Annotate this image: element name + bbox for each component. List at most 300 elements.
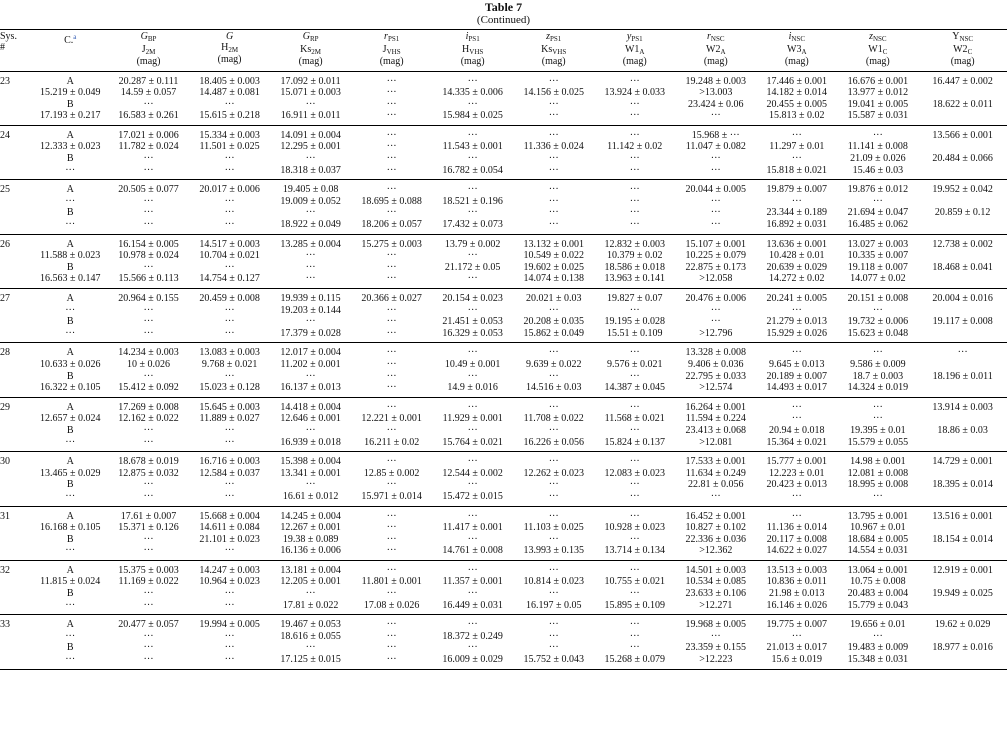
table-cell: 9.639 ± 0.022: [525, 358, 582, 370]
table-cell: ···: [386, 153, 397, 165]
table-cell: 16.892 ± 0.031: [766, 219, 828, 231]
system-number: [0, 359, 32, 371]
table-cell: 21.279 ± 0.013: [766, 316, 828, 328]
table-cell: 12.657 ± 0.024: [39, 413, 101, 425]
table-cell: 19.248 ± 0.003: [685, 75, 747, 87]
system-number: [0, 99, 32, 111]
table-cell: 14.234 ± 0.003: [118, 347, 179, 359]
table-cell: 14.272 ± 0.02: [769, 273, 825, 285]
table-cell: ···: [710, 195, 721, 207]
table-cell: 14.182 ± 0.014: [766, 87, 828, 99]
table-cell: >12.271: [699, 599, 733, 611]
table-cell: ···: [224, 490, 235, 502]
table-row: [0, 250, 1007, 262]
table-cell: 23.344 ± 0.189: [766, 207, 828, 219]
table-cell: ···: [467, 619, 478, 631]
photometry-table: [0, 29, 1007, 670]
table-cell: ···: [224, 195, 235, 207]
table-cell: 11.357 ± 0.001: [442, 576, 503, 588]
table-cell: 19.041 ± 0.005: [847, 98, 909, 110]
column-header: [108, 30, 189, 72]
table-cell: 16.61 ± 0.012: [282, 490, 339, 502]
table-cell: ···: [629, 75, 640, 87]
system-number: 32: [0, 564, 10, 576]
table-cell: 15.862 ± 0.049: [523, 327, 584, 339]
table-cell: ···: [386, 456, 397, 468]
table-cell: ···: [143, 261, 154, 273]
column-header-line2: $W1_C$: [868, 43, 888, 56]
table-cell: 15.023 ± 0.128: [199, 382, 260, 394]
table-cell: ···: [305, 207, 316, 219]
table-row: [0, 125, 1007, 141]
table-cell: 15.615 ± 0.218: [199, 110, 260, 122]
table-cell: 11.501 ± 0.025: [199, 141, 260, 153]
table-cell: 10.814 ± 0.023: [523, 576, 584, 588]
table-cell: 12.295 ± 0.001: [280, 141, 341, 153]
table-cell: ···: [386, 129, 397, 141]
table-cell: 16.716 ± 0.003: [199, 456, 260, 468]
column-header: [918, 30, 1007, 72]
system-number: 27: [0, 293, 10, 304]
system-number: [0, 588, 32, 600]
column-header-line1: $Y_{NSC}$: [952, 31, 974, 43]
table-row: [0, 642, 1007, 654]
table-row: [0, 468, 1007, 480]
column-header-line1: $i_{PS1}$: [465, 31, 480, 43]
table-cell: ···: [224, 207, 235, 219]
table-cell: 13.181 ± 0.004: [280, 564, 341, 576]
table-cell: ···: [143, 316, 154, 328]
table-cell: ···: [467, 75, 478, 87]
system-number: [0, 545, 32, 560]
table-cell: [918, 413, 1007, 425]
table-cell: ···: [791, 129, 802, 141]
column-header-line2: $W2_A$: [706, 43, 726, 56]
table-cell: 14.247 ± 0.003: [199, 564, 260, 576]
table-cell: 19.952 ± 0.042: [932, 184, 993, 196]
table-cell: 15.107 ± 0.001: [685, 238, 747, 250]
table-cell: 20.859 ± 0.12: [934, 207, 991, 219]
column-header: [675, 30, 756, 72]
table-cell: 9.586 ± 0.009: [850, 358, 906, 370]
table-cell: ···: [386, 401, 397, 413]
table-cell: ···: [224, 588, 235, 600]
table-cell: 20.017 ± 0.006: [199, 184, 260, 196]
table-cell: ···: [548, 110, 559, 122]
table-cell: 11.297 ± 0.01: [769, 141, 825, 153]
table-cell: [918, 522, 1007, 534]
table-cell: ···: [65, 219, 76, 231]
system-number: [0, 371, 32, 383]
system-number: [0, 165, 32, 180]
system-number: [0, 576, 32, 588]
table-cell: ···: [629, 164, 640, 176]
table-cell: ···: [791, 347, 802, 359]
column-unit: (mag): [622, 56, 647, 67]
table-cell: [918, 110, 1007, 125]
table-cell: 12.221 ± 0.001: [361, 413, 422, 425]
table-cell: 9.576 ± 0.021: [606, 358, 663, 370]
table-cell: B: [66, 370, 74, 382]
table-cell: ···: [548, 195, 559, 207]
table-cell: [918, 654, 1007, 669]
table-cell: ···: [65, 654, 76, 666]
table-cell: 16.485 ± 0.062: [847, 219, 909, 231]
table-cell: 15.623 ± 0.048: [847, 327, 909, 339]
table-cell: ···: [386, 479, 397, 491]
table-cell: 11.103 ± 0.025: [523, 522, 584, 534]
table-cell: ···: [467, 479, 478, 491]
column-header-line1: $i_{NSC}$: [788, 31, 805, 43]
table-cell: 21.98 ± 0.013: [769, 588, 825, 600]
table-cell: ···: [791, 490, 802, 502]
table-cell: [918, 600, 1007, 615]
table-row: [0, 576, 1007, 588]
table-cell: 21.451 ± 0.053: [442, 316, 503, 328]
table-cell: ···: [65, 630, 76, 642]
table-cell: 16.939 ± 0.018: [280, 436, 341, 448]
table-cell: 11.202 ± 0.001: [280, 358, 341, 370]
table-cell: 20.964 ± 0.155: [118, 293, 179, 304]
table-cell: ···: [143, 490, 154, 502]
table-cell: B: [66, 424, 74, 436]
table-cell: ···: [629, 533, 640, 545]
table-cell: [918, 468, 1007, 480]
table-cell: A: [66, 401, 74, 413]
system-number: [0, 273, 32, 288]
table-cell: 10.335 ± 0.007: [847, 250, 909, 262]
table-cell: 19.775 ± 0.007: [766, 619, 828, 631]
table-cell: 10.75 ± 0.008: [850, 576, 906, 588]
table-cell: 11.889 ± 0.027: [199, 413, 260, 425]
table-cell: ···: [548, 304, 559, 316]
table-cell: ···: [791, 413, 802, 425]
table-cell: 19.118 ± 0.007: [847, 261, 908, 273]
table-cell: 19.405 ± 0.08: [282, 184, 339, 196]
column-unit: (mag): [460, 56, 485, 67]
table-cell: 15.587 ± 0.031: [847, 110, 909, 122]
column-unit: (mag): [298, 56, 323, 67]
table-cell: ···: [386, 98, 397, 110]
column-header-line2: $H_{VHS}$: [462, 43, 484, 56]
system-number: 28: [0, 347, 10, 359]
table-cell: 22.81 ± 0.056: [688, 479, 744, 491]
column-header-line1: $z_{NSC}$: [869, 31, 887, 43]
table-cell: 20.021 ± 0.03: [525, 293, 582, 304]
table-cell: 10.836 ± 0.011: [766, 576, 827, 588]
table-cell: 15.364 ± 0.021: [766, 436, 828, 448]
table-cell: >12.362: [699, 545, 733, 557]
system-number: [0, 468, 32, 480]
table-cell: ···: [629, 642, 640, 654]
table-row: [0, 452, 1007, 468]
system-number: [0, 479, 32, 491]
table-cell: ···: [629, 490, 640, 502]
table-row: [0, 165, 1007, 180]
table-cell: 13.924 ± 0.033: [604, 87, 665, 99]
column-unit: (mag): [865, 56, 890, 67]
table-cell: ···: [143, 533, 154, 545]
table-cell: ···: [65, 164, 76, 176]
table-cell: ···: [791, 195, 802, 207]
table-cell: ···: [791, 304, 802, 316]
table-cell: 12.205 ± 0.001: [280, 576, 341, 588]
table-cell: 19.656 ± 0.01: [850, 619, 906, 631]
table-row: [0, 99, 1007, 111]
table-cell: ···: [224, 98, 235, 110]
table-cell: 15.566 ± 0.113: [118, 273, 179, 285]
table-cell: ···: [386, 261, 397, 273]
table-cell: 16.676 ± 0.001: [847, 75, 909, 87]
table-cell: ···: [548, 479, 559, 491]
column-header-line2: $W2_C$: [953, 43, 973, 56]
table-cell: 13.79 ± 0.002: [444, 238, 501, 250]
table-cell: 15.371 ± 0.126: [118, 522, 179, 534]
table-cell: 15.895 ± 0.109: [604, 599, 665, 611]
table-cell: ···: [143, 219, 154, 231]
system-group: [0, 343, 1007, 397]
table-row: [0, 437, 1007, 452]
table-cell: ···: [65, 327, 76, 339]
table-cell: 14.611 ± 0.084: [199, 522, 260, 534]
table-cell: 11.634 ± 0.249: [685, 467, 746, 479]
table-cell: ···: [143, 327, 154, 339]
table-cell: ···: [386, 510, 397, 522]
system-group: [0, 71, 1007, 125]
table-cell: 12.85 ± 0.002: [363, 467, 420, 479]
table-cell: 14.091 ± 0.004: [280, 129, 341, 141]
table-cell: ···: [305, 261, 316, 273]
column-header-line1: $z_{PS1}$: [546, 31, 562, 43]
table-cell: ···: [629, 195, 640, 207]
table-cell: ···: [143, 370, 154, 382]
table-cell: 12.083 ± 0.023: [604, 467, 665, 479]
table-cell: ···: [467, 98, 478, 110]
table-row: [0, 371, 1007, 383]
table-cell: [918, 273, 1007, 288]
table-cell: ···: [467, 129, 478, 141]
table-cell: 12.333 ± 0.023: [39, 141, 101, 153]
table-subtitle: (Continued): [476, 14, 531, 26]
table-cell: ···: [386, 347, 397, 359]
table-cell: A: [66, 456, 74, 468]
table-cell: ···: [872, 401, 883, 413]
table-cell: 14.245 ± 0.004: [280, 510, 341, 522]
table-cell: 12.584 ± 0.037: [199, 467, 260, 479]
table-cell: 19.949 ± 0.025: [932, 588, 993, 600]
table-cell: 10.534 ± 0.085: [685, 576, 747, 588]
table-cell: 18.695 ± 0.088: [361, 195, 422, 207]
table-cell: 20.044 ± 0.005: [685, 184, 747, 196]
table-cell: ···: [467, 184, 478, 196]
column-header-line2: $J_{VHS}$: [382, 43, 401, 56]
table-cell: ···: [548, 424, 559, 436]
table-cell: 16.009 ± 0.029: [442, 654, 503, 666]
table-cell: 19.117 ± 0.008: [932, 316, 993, 328]
system-group: [0, 397, 1007, 451]
table-cell: [918, 250, 1007, 262]
table-cell: 20.455 ± 0.005: [766, 98, 828, 110]
column-header-line2: $H_{2M}$: [221, 41, 239, 54]
table-cell: 11.929 ± 0.001: [442, 413, 503, 425]
table-cell: 17.269 ± 0.008: [118, 401, 179, 413]
table-cell: 21.013 ± 0.017: [766, 642, 828, 654]
table-cell: 10.379 ± 0.02: [606, 250, 663, 262]
table-cell: 16.447 ± 0.002: [932, 75, 993, 87]
table-row: [0, 343, 1007, 359]
table-cell: ···: [872, 490, 883, 502]
column-header-line1: C.$^a$: [64, 33, 77, 46]
table-cell: 13.341 ± 0.001: [280, 467, 341, 479]
table-cell: ···: [224, 599, 235, 611]
table-cell: ···: [548, 153, 559, 165]
system-number: 23: [0, 75, 10, 87]
table-cell: 10.549 ± 0.022: [523, 250, 584, 262]
table-row: [0, 491, 1007, 506]
table-cell: ···: [305, 424, 316, 436]
table-cell: 15.275 ± 0.003: [361, 238, 422, 250]
table-cell: 13.513 ± 0.003: [766, 564, 828, 576]
table-cell: 13.516 ± 0.001: [932, 510, 993, 522]
table-cell: 20.484 ± 0.066: [932, 153, 993, 165]
table-cell: 15.764 ± 0.021: [442, 436, 503, 448]
table-cell: 17.81 ± 0.022: [282, 599, 339, 611]
table-cell: 22.336 ± 0.036: [685, 533, 747, 545]
table-cell: 19.732 ± 0.006: [847, 316, 909, 328]
table-cell: ···: [224, 153, 235, 165]
table-cell: 14.077 ± 0.02: [850, 273, 906, 285]
table-cell: ···: [224, 424, 235, 436]
table-cell: 13.795 ± 0.001: [847, 510, 909, 522]
table-cell: 19.009 ± 0.052: [280, 195, 341, 207]
table-cell: 15.334 ± 0.003: [199, 129, 260, 141]
table-row: [0, 110, 1007, 125]
table-cell: 14.335 ± 0.006: [442, 87, 503, 99]
table-cell: 15.348 ± 0.031: [847, 654, 909, 666]
table-cell: 14.9 ± 0.016: [447, 382, 498, 394]
table-cell: ···: [710, 153, 721, 165]
table-cell: 23.359 ± 0.155: [685, 642, 747, 654]
table-cell: 20.287 ± 0.111: [118, 75, 179, 87]
system-number: [0, 534, 32, 546]
table-cell: ···: [386, 316, 397, 328]
table-cell: 14.324 ± 0.019: [847, 382, 909, 394]
table-cell: 15.472 ± 0.015: [442, 490, 503, 502]
table-cell: 20.004 ± 0.016: [932, 293, 993, 304]
table-cell: ···: [65, 436, 76, 448]
table-cell: >12.574: [699, 382, 733, 394]
table-cell: 14.761 ± 0.008: [442, 545, 503, 557]
table-cell: ···: [548, 370, 559, 382]
table-cell: 12.262 ± 0.023: [523, 467, 584, 479]
table-cell: 16.197 ± 0.05: [525, 599, 582, 611]
table-cell: B: [66, 533, 74, 545]
table-cell: 15.375 ± 0.003: [118, 564, 179, 576]
table-cell: ···: [143, 588, 154, 600]
table-row: [0, 359, 1007, 371]
table-cell: 16.137 ± 0.013: [280, 382, 341, 394]
column-unit: (mag): [703, 56, 728, 67]
column-header: [756, 30, 837, 72]
column-header-line2: $Ks_{2M}$: [300, 43, 322, 56]
table-cell: 10.964 ± 0.023: [199, 576, 260, 588]
column-header: [837, 30, 918, 72]
table-cell: ···: [629, 564, 640, 576]
table-cell: A: [66, 347, 74, 359]
table-cell: ···: [143, 630, 154, 642]
table-cell: 14.754 ± 0.127: [199, 273, 260, 285]
table-cell: ···: [548, 347, 559, 359]
column-unit: (mag): [950, 56, 975, 67]
table-cell: ···: [386, 141, 397, 153]
table-cell: ···: [305, 370, 316, 382]
table-cell: ···: [467, 424, 478, 436]
table-cell: 14.59 ± 0.057: [120, 87, 177, 99]
table-cell: ···: [791, 510, 802, 522]
table-cell: 14.156 ± 0.025: [523, 87, 584, 99]
system-number: [0, 219, 32, 234]
table-cell: 18.154 ± 0.014: [932, 533, 993, 545]
table-cell: 13.083 ± 0.003: [199, 347, 260, 359]
table-cell: ···: [386, 424, 397, 436]
table-cell: ···: [629, 184, 640, 196]
system-number: [0, 631, 32, 643]
table-cell: ···: [629, 98, 640, 110]
footnote-link[interactable]: a: [73, 33, 77, 41]
column-unit: (mag): [217, 54, 242, 65]
table-cell: 12.081 ± 0.008: [847, 467, 909, 479]
system-number: [0, 141, 32, 153]
table-cell: [918, 141, 1007, 153]
table-cell: 22.875 ± 0.173: [685, 261, 747, 273]
table-cell: 17.08 ± 0.026: [363, 599, 420, 611]
table-cell: ···: [65, 545, 76, 557]
system-group: [0, 289, 1007, 343]
column-header: [270, 30, 351, 72]
table-cell: [918, 576, 1007, 588]
system-number: [0, 153, 32, 165]
table-cell: [918, 196, 1007, 208]
table-cell: ···: [710, 316, 721, 328]
table-cell: ···: [386, 619, 397, 631]
table-cell: 20.241 ± 0.005: [766, 293, 828, 304]
table-cell: ···: [629, 153, 640, 165]
table-cell: 20.189 ± 0.007: [766, 370, 828, 382]
table-cell: ···: [65, 304, 76, 316]
table-row: [0, 141, 1007, 153]
table-cell: A: [66, 184, 74, 196]
table-cell: 20.117 ± 0.008: [766, 533, 827, 545]
table-caption: [0, 0, 1007, 27]
table-cell: 16.168 ± 0.105: [39, 522, 101, 534]
system-group: [0, 615, 1007, 669]
table-cell: ···: [386, 273, 397, 285]
table-row: [0, 615, 1007, 631]
table-row: [0, 234, 1007, 250]
table-cell: 20.423 ± 0.013: [766, 479, 828, 491]
table-cell: 9.406 ± 0.036: [688, 358, 744, 370]
table-cell: 20.94 ± 0.018: [769, 424, 825, 436]
table-row: [0, 196, 1007, 208]
table-cell: 11.417 ± 0.001: [442, 522, 503, 534]
table-cell: ···: [143, 164, 154, 176]
table-cell: 11.815 ± 0.024: [40, 576, 101, 588]
table-row: [0, 534, 1007, 546]
table-cell: [918, 359, 1007, 371]
table-cell: 18.521 ± 0.196: [442, 195, 503, 207]
table-cell: ···: [629, 304, 640, 316]
table-cell: ···: [143, 424, 154, 436]
